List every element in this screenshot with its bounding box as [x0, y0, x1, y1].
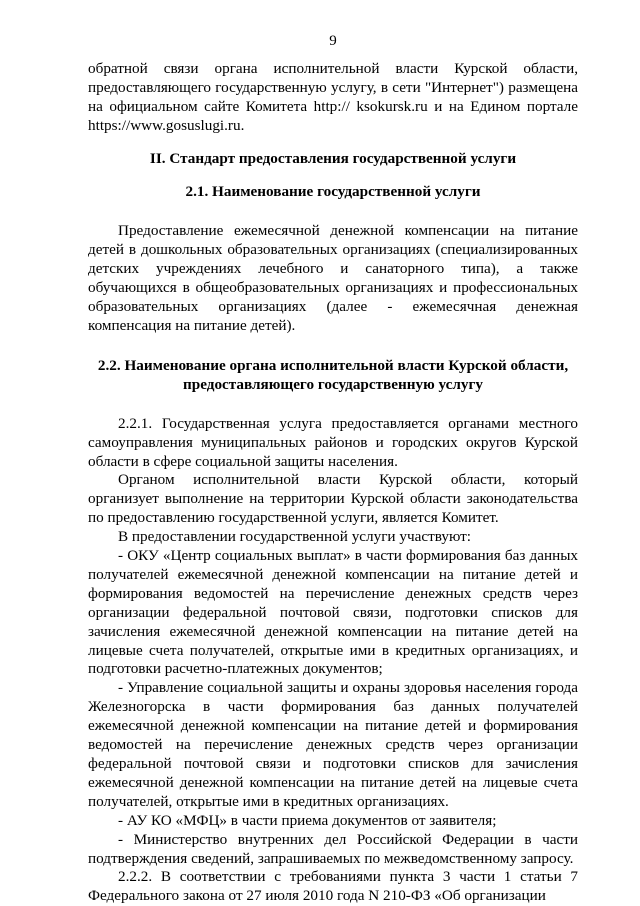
paragraph-participants-intro: В предоставлении государственной услуги участвуют:: [118, 528, 471, 546]
list-item-mvd: - Министерство внутренних дел Российской Федерации в части подтверждения сведений, запрашиваемых по межведомственному запросу.: [88, 830, 578, 867]
intro-paragraph: обратной связи органа исполнительной власти Курской области, предоставляющего государственную услугу, в сети "Интернет") размещена на официальном сайте Комитета http:// ksokursk.ru и на Едином портале https://www.gosuslugi.ru.: [88, 60, 578, 134]
list-item-oku-csv: - ОКУ «Центр социальных выплат» в части формирования баз данных получателей ежемесячной денежной компенсации на питание детей и формирования ведомостей на перечисление денежных средств через организации федеральной почтовой связи, подготовки списков для зачисления ежемесячной денежной компенсации на питание детей на лицевые счета получателей, открытые ими в кредитных организациях, и подготовки расчетно-платежных документов;: [88, 547, 578, 678]
list-item-zheleznogorsk: - Управление социальной защиты и охраны здоровья населения города Железногорска в части формирования баз данных получателей ежемесячной денежной компенсации на питание детей и формирования ведомостей на перечисление денежных средств через организации федеральной почтовой связи и подготовки списков для зачисления ежемесячной денежной компенсации на питание детей на лицевые счета получателей, открытые ими в кредитных организациях.: [88, 679, 578, 810]
paragraph-2-2-1: 2.2.1. Государственная услуга предоставляется органами местного самоуправления муниципальных районов и городских округов Курской области в сфере социальной защиты населения.: [88, 414, 578, 470]
document-page: [88, 32, 578, 906]
subsection-2-1-heading: 2.1. Наименование государственной услуги: [185, 182, 481, 200]
paragraph-2-2-2: 2.2.2. В соответствии с требованиями пункта 3 части 1 статьи 7 Федерального закона от 27 июля 2010 года N 210-ФЗ «Об организации: [88, 868, 578, 905]
page-number: 9: [329, 33, 337, 49]
subsection-2-2-heading: 2.2. Наименование органа исполнительной власти Курской области, предоставляющего государственную услугу: [97, 356, 569, 393]
list-item-mfc: - АУ КО «МФЦ» в части приема документов от заявителя;: [118, 811, 497, 829]
section-heading: II. Стандарт предоставления государственной услуги: [149, 149, 517, 167]
paragraph-responsible-body: Органом исполнительной власти Курской области, который организует выполнение на территории Курской области законодательства по предоставлению государственной услуги, является Комитет.: [88, 471, 578, 527]
subsection-2-1-text: Предоставление ежемесячной денежной компенсации на питание детей в дошкольных образовательных организациях (специализированных детских учреждениях лечебного и санаторного типа), а также обучающихся в общеобразовательных организациях и профессиональных образовательных организациях (далее - ежемесячная денежная компенсация на питание детей).: [88, 222, 578, 334]
